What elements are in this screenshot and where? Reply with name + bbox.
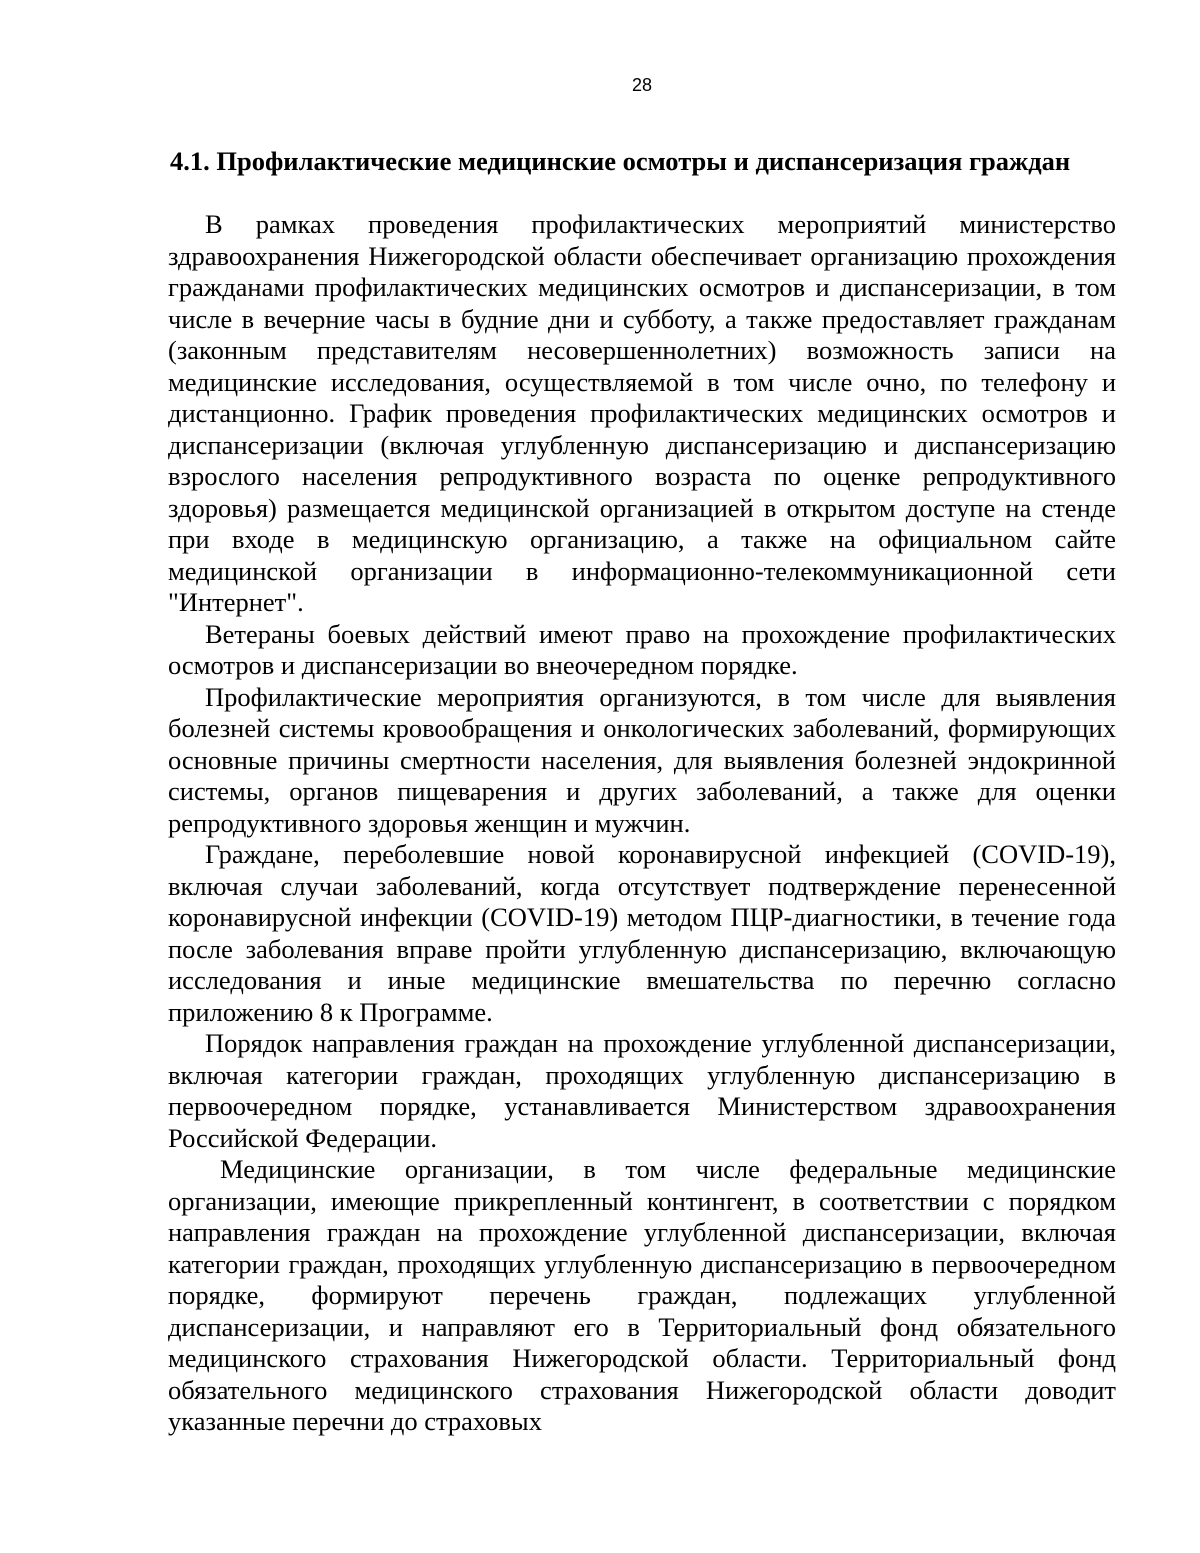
page-number: 28: [631, 75, 653, 95]
body-text: [168, 209, 1116, 1438]
paragraph-preventive-measures: В рамках проведения профилактических мероприятий министерство здравоохранения Нижегородской области обеспечивает организацию прохождения гражданами профилактических медицинских осмотров и диспансеризации, в том числе в вечерние часы в будние дни и субботу, а также предоставляет гражданам (законным представителям несовершеннолетних) возможность записи на медицинские исследования, осуществляемой в том числе очно, по телефону и дистанционно. График проведения профилактических медицинских осмотров и диспансеризации (включая углубленную диспансеризацию и диспансеризацию взрослого населения репродуктивного возраста по оценке репродуктивного здоровья) размещается медицинской организацией в открытом доступе на стенде при входе в медицинскую организацию, а также на официальном сайте медицинской организации в информационно-телекоммуникационной сети "Интернет".: [168, 209, 1116, 617]
paragraph-covid-recovered: Граждане, переболевшие новой коронавирусной инфекцией (COVID-19), включая случаи заболеваний, когда отсутствует подтверждение перенесенной коронавирусной инфекции (COVID-19) методом ПЦР-диагностики, в течение года после заболевания вправе пройти углубленную диспансеризацию, включающую исследования и иные медицинские вмешательства по перечню согласно приложению 8 к Программе.: [168, 839, 1116, 1027]
paragraph-combat-veterans: Ветераны боевых действий имеют право на прохождение профилактических осмотров и диспансеризации во внеочередном порядке.: [168, 618, 1116, 680]
paragraph-referral-procedure: Порядок направления граждан на прохождение углубленной диспансеризации, включая категории граждан, проходящих углубленную диспансеризацию в первоочередном порядке, устанавливается Министерством здравоохранения Российской Федерации.: [168, 1028, 1116, 1153]
paragraph-disease-detection: Профилактические мероприятия организуются, в том числе для выявления болезней системы кровообращения и онкологических заболеваний, формирующих основные причины смертности населения, для выявления болезней эндокринной системы, органов пищеварения и других заболеваний, а также для оценки репродуктивного здоровья женщин и мужчин.: [168, 681, 1116, 838]
paragraph-medical-organizations: Медицинские организации, в том числе федеральные медицинские организации, имеющие прикрепленный контингент, в соответствии с порядком направления граждан на прохождение углубленной диспансеризации, включая категории граждан, проходящих углубленную диспансеризацию в первоочередном порядке, формируют перечень граждан, подлежащих углубленной диспансеризации, и направляют его в Территориальный фонд обязательного медицинского страхования Нижегородской области. Территориальный фонд обязательного медицинского страхования Нижегородской области доводит указанные перечни до страховых: [168, 1154, 1116, 1436]
section-heading: 4.1. Профилактические медицинские осмотры и диспансеризация граждан: [170, 146, 1071, 176]
